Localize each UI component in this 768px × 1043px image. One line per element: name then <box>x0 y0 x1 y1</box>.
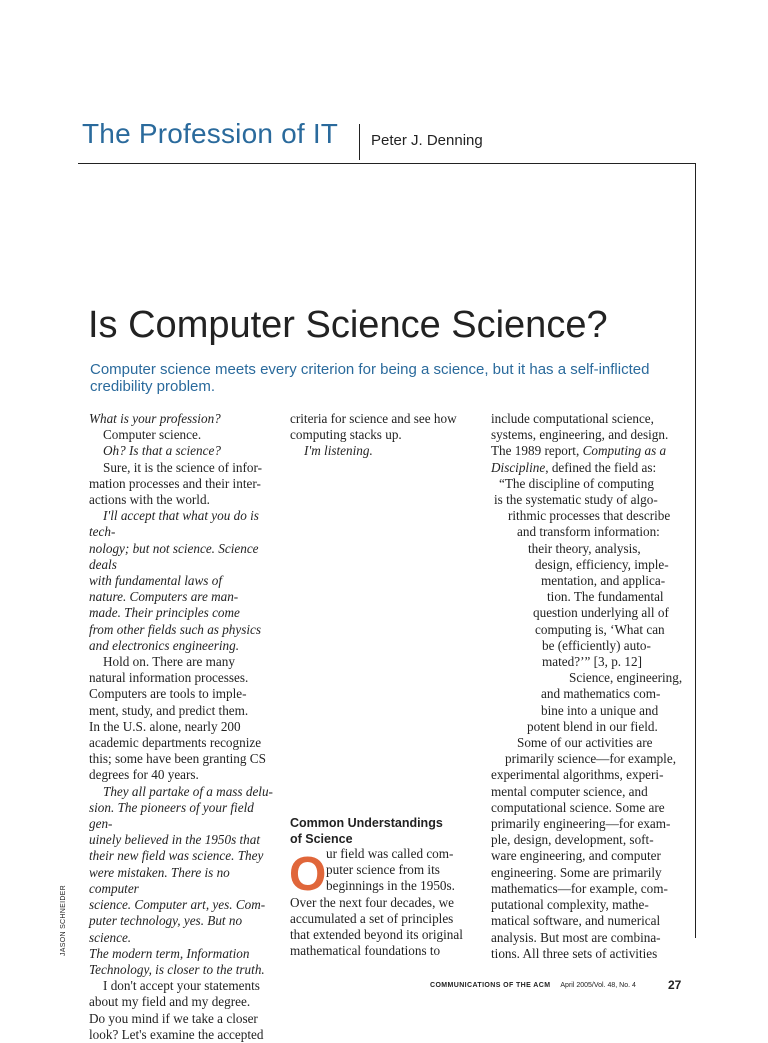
text-line: their new field was science. They <box>89 848 264 864</box>
text-line: question underlying all of <box>533 605 669 621</box>
text-line: computing is, ‘What can <box>535 621 665 637</box>
text-line: The modern term, Information <box>89 945 250 961</box>
text-line: I'm listening. <box>304 443 373 459</box>
page-number: 27 <box>668 978 682 992</box>
text-line: made. Their principles come <box>89 605 240 621</box>
text-line: tion. The fundamental <box>547 589 664 605</box>
text-line: I'll accept that what you do is tech- <box>89 508 259 540</box>
page-footer <box>430 982 680 989</box>
text-line: mental computer science, and <box>491 783 648 799</box>
text-line: mated?’” [3, p. 12] <box>542 654 642 670</box>
subhead-line: of Science <box>290 832 353 846</box>
text-line: about my field and my degree. <box>89 994 251 1010</box>
text-line: engineering. Some are primarily <box>491 864 662 880</box>
text-line: this; some have been granting CS <box>89 751 266 767</box>
photo-credit <box>60 886 72 956</box>
article-headline: Is Computer Science Science? <box>88 304 608 346</box>
photo-credit-text: JASON SCHNEIDER <box>60 884 67 956</box>
text-line: and electronics engineering. <box>89 637 240 653</box>
text-line: “The discipline of computing <box>499 475 654 491</box>
journal-name: COMMUNICATIONS OF THE ACM <box>430 982 551 989</box>
text-line: include computational science, <box>491 411 654 426</box>
text-line: computational science. Some are <box>491 799 665 815</box>
text-line: Computer science. <box>103 427 202 443</box>
text-line: Hold on. There are many <box>103 654 235 670</box>
text-line: Technology, is closer to the truth. <box>89 961 265 977</box>
text-line: criteria for science and see how <box>290 411 457 426</box>
text-line: Discipline, defined the field as: <box>491 459 657 475</box>
text-line: accumulated a set of principles <box>290 910 454 926</box>
text-line: academic departments recognize <box>89 735 262 751</box>
text-line: Computers are tools to imple- <box>89 686 247 702</box>
col3-continuation <box>491 735 681 962</box>
col3-intro <box>491 411 681 476</box>
text-line: bine into a unique and <box>541 702 659 718</box>
text-line: design, efficiency, imple- <box>535 556 669 572</box>
text-line: experimental algorithms, experi- <box>491 767 664 783</box>
text-line: Sure, it is the science of infor- <box>103 459 263 475</box>
text-line: nature. Computers are man- <box>89 589 239 605</box>
text-line: puter science from its <box>326 862 440 878</box>
text-line: were mistaken. There is no computer <box>89 864 230 896</box>
title-divider <box>359 124 360 160</box>
column-title: The Profession of IT <box>82 118 339 149</box>
body-column-2-continued <box>290 846 480 959</box>
text-line: actions with the world. <box>89 492 210 508</box>
text-line: nology; but not science. Science deals <box>89 540 259 572</box>
text-line: rithmic processes that describe <box>508 508 671 524</box>
text-line: uinely believed in the 1950s that <box>89 832 261 848</box>
text-line: putational complexity, mathe- <box>491 897 649 913</box>
body-column-3 <box>491 411 681 962</box>
text-line: from other fields such as physics <box>89 621 262 637</box>
text-line: potent blend in our field. <box>527 718 658 734</box>
frame-rule-right <box>695 163 696 938</box>
section-subhead <box>290 815 480 847</box>
author-name: Peter J. Denning <box>371 132 483 149</box>
body-column-2 <box>290 411 480 460</box>
text-line: What is your profession? <box>89 411 221 426</box>
text-line: ple, design, development, soft- <box>491 832 654 848</box>
pull-quote-definition <box>491 476 681 735</box>
text-line: tions. All three sets of activities <box>491 945 658 961</box>
text-line: puter technology, yes. But no science. <box>89 913 243 945</box>
text-line: mation processes and their inter- <box>89 475 261 491</box>
text-line: Some of our activities are <box>517 735 653 751</box>
text-line: sion. The pioneers of your field gen- <box>89 799 254 832</box>
text-line: ware engineering, and computer <box>491 848 661 864</box>
text-line: In the U.S. alone, nearly 200 <box>89 718 241 734</box>
text-line: Do you mind if we take a closer <box>89 1010 258 1026</box>
text-line: that extended beyond its original <box>290 927 463 943</box>
article-deck: Computer science meets every criterion for being a science, but it has a self-inflicted credibility problem. <box>90 361 650 395</box>
text-line: mentation, and applica- <box>541 573 666 589</box>
text-line: primarily engineering—for exam- <box>491 816 671 832</box>
text-line: Oh? Is that a science? <box>103 443 221 459</box>
text-line: be (efficiently) auto- <box>542 637 651 653</box>
text-line: systems, engineering, and design. <box>491 427 669 443</box>
text-line: I don't accept your statements <box>103 978 260 994</box>
text-line: mathematics—for example, com- <box>491 880 668 896</box>
text-line: degrees for 40 years. <box>89 767 199 783</box>
text-line: Science, engineering, <box>569 670 683 686</box>
drop-cap: O <box>289 848 327 901</box>
text-line: computing stacks up. <box>290 427 402 443</box>
text-line: The 1989 report, Computing as a <box>491 443 667 459</box>
text-line: and mathematics com- <box>541 686 661 702</box>
text-line: science. Computer art, yes. Com- <box>89 897 266 913</box>
text-line: primarily science—for example, <box>505 751 676 767</box>
text-line: Over the next four decades, we <box>290 894 455 910</box>
text-line: mathematical foundations to <box>290 943 441 959</box>
issue-info: April 2005/Vol. 48, No. 4 <box>560 982 636 989</box>
subhead-line: Common Understandings <box>290 816 443 830</box>
text-line: They all partake of a mass delu- <box>103 783 273 799</box>
text-line: ur field was called com- <box>326 846 454 861</box>
text-line: matical software, and numerical <box>491 913 661 929</box>
text-line: analysis. But most are combina- <box>491 929 661 945</box>
text-line: natural information processes. <box>89 670 249 686</box>
text-line: with fundamental laws of <box>89 573 222 589</box>
frame-rule-top <box>78 163 695 164</box>
italic-title: Discipline <box>491 459 546 475</box>
text-line: look? Let's examine the accepted <box>89 1026 264 1042</box>
italic-title: Computing as a <box>582 443 667 459</box>
text-line: and transform information: <box>517 524 660 540</box>
text-line: beginnings in the 1950s. <box>326 878 455 894</box>
body-column-1 <box>89 411 275 1043</box>
text-line: ment, study, and predict them. <box>89 702 249 718</box>
text-line: is the systematic study of algo- <box>494 492 658 508</box>
text-line: their theory, analysis, <box>528 540 641 556</box>
